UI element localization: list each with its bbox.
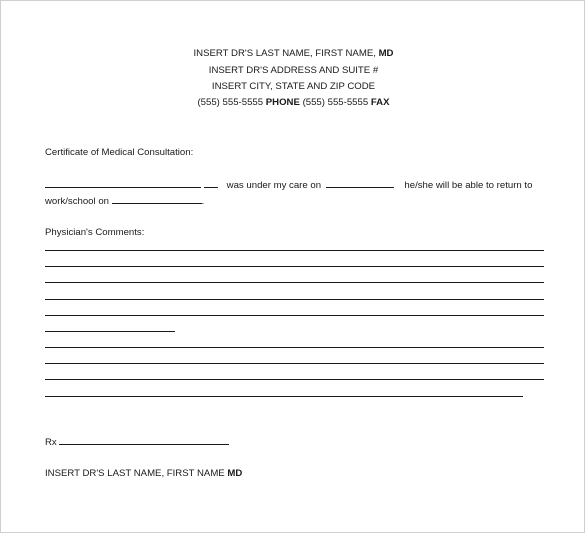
certificate-title: Certificate of Medical Consultation: [45,147,194,158]
doctor-suffix: MD [378,48,394,59]
return-date-field[interactable] [112,195,202,204]
comment-line[interactable] [45,347,544,348]
signature-name: INSERT DR'S LAST NAME, FIRST NAME [45,468,225,479]
patient-name-field-extension[interactable] [204,179,218,188]
rx-label: Rx [45,437,57,448]
patient-name-field[interactable] [45,179,201,188]
comment-line[interactable] [45,299,544,300]
rx-field[interactable] [59,436,229,445]
comment-line[interactable] [45,363,544,364]
comment-line[interactable] [45,282,544,283]
care-date-field[interactable] [326,179,394,188]
care-text: was under my care on [226,180,322,191]
city-state-zip-line: INSERT CITY, STATE AND ZIP CODE [211,81,376,92]
comments-label: Physician's Comments: [45,227,145,238]
care-line [45,179,532,191]
comment-line[interactable] [45,379,544,380]
comment-line-short[interactable] [45,331,175,332]
return-text: he/she will be able to return to [404,180,533,191]
rx-line [45,436,229,448]
doctor-name: INSERT DR'S LAST NAME, FIRST NAME, [193,48,376,59]
work-school-line [45,195,204,207]
comment-line[interactable] [45,315,544,316]
signature-suffix: MD [227,468,243,479]
comment-line[interactable] [45,266,544,267]
doctor-name-line [1,48,585,59]
fax-label: FAX [370,97,390,108]
work-school-label: work/school on [45,196,109,207]
comment-line[interactable] [45,250,544,251]
period: . [201,196,205,207]
phone-label: PHONE [265,97,300,108]
signature-line [45,468,242,479]
address-line: INSERT DR'S ADDRESS AND SUITE # [208,65,379,76]
phone-number: (555) 555-5555 [197,97,264,108]
fax-number: (555) 555-5555 [302,97,369,108]
contact-line [1,97,585,108]
comment-line-last[interactable] [45,396,523,397]
